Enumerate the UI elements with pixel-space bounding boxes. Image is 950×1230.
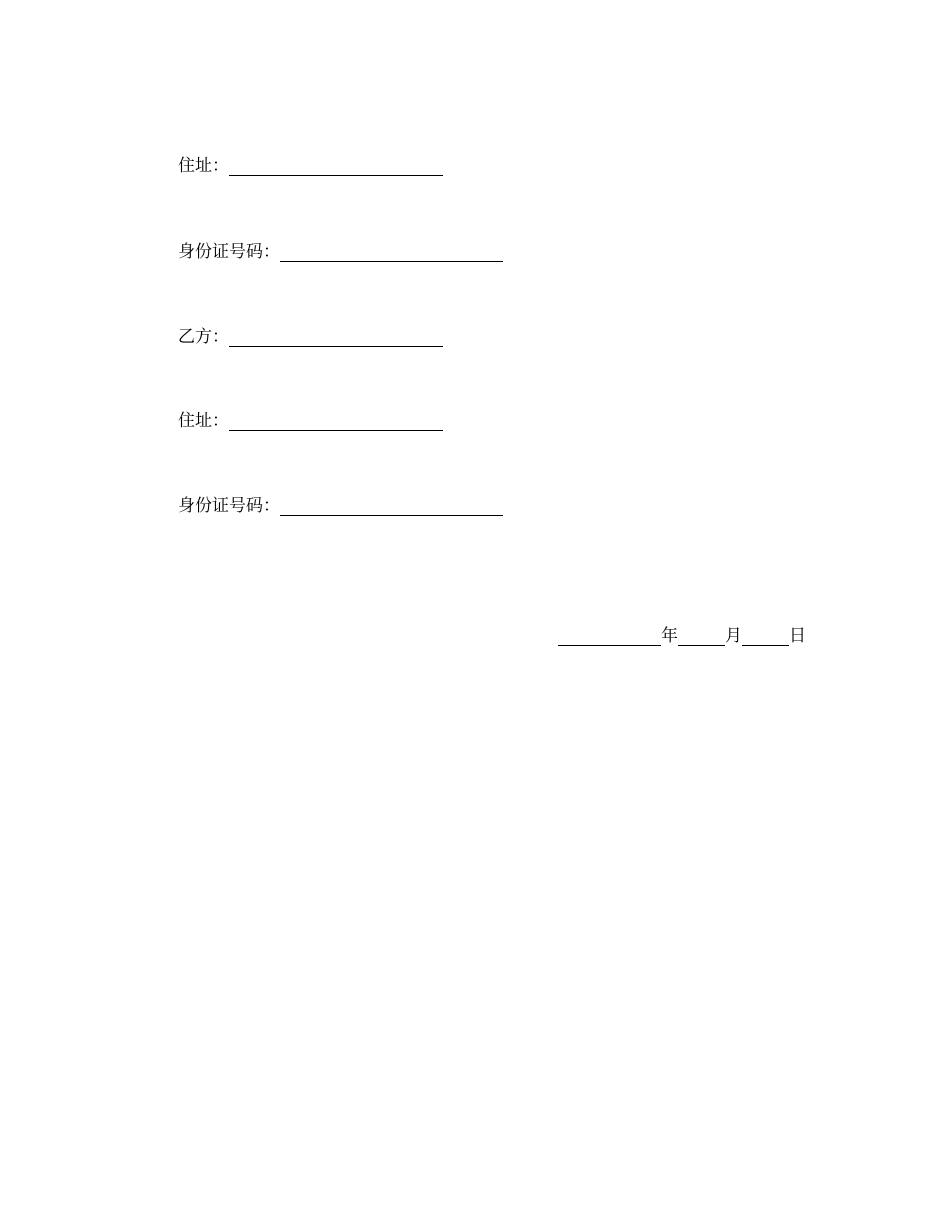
party-b-row [178, 323, 443, 347]
signing-date-row [558, 622, 806, 646]
party-a-address-row [178, 152, 443, 176]
party-b-label: 乙方： [178, 327, 229, 347]
party-b-blank[interactable] [229, 330, 443, 347]
day-blank[interactable] [742, 629, 789, 646]
day-label: 日 [789, 626, 806, 646]
party-b-id-label: 身份证号码： [178, 496, 280, 516]
year-label: 年 [661, 626, 678, 646]
party-a-address-label: 住址： [178, 156, 229, 176]
party-b-address-blank[interactable] [229, 414, 443, 431]
party-b-address-row [178, 407, 443, 431]
party-b-address-label: 住址： [178, 411, 229, 431]
month-label: 月 [725, 626, 742, 646]
year-blank[interactable] [558, 629, 661, 646]
month-blank[interactable] [678, 629, 725, 646]
party-a-id-label: 身份证号码： [178, 242, 280, 262]
party-a-address-blank[interactable] [229, 159, 443, 176]
party-b-id-row [178, 492, 503, 516]
party-a-id-blank[interactable] [280, 245, 503, 262]
party-a-id-row [178, 238, 503, 262]
party-b-id-blank[interactable] [280, 499, 503, 516]
